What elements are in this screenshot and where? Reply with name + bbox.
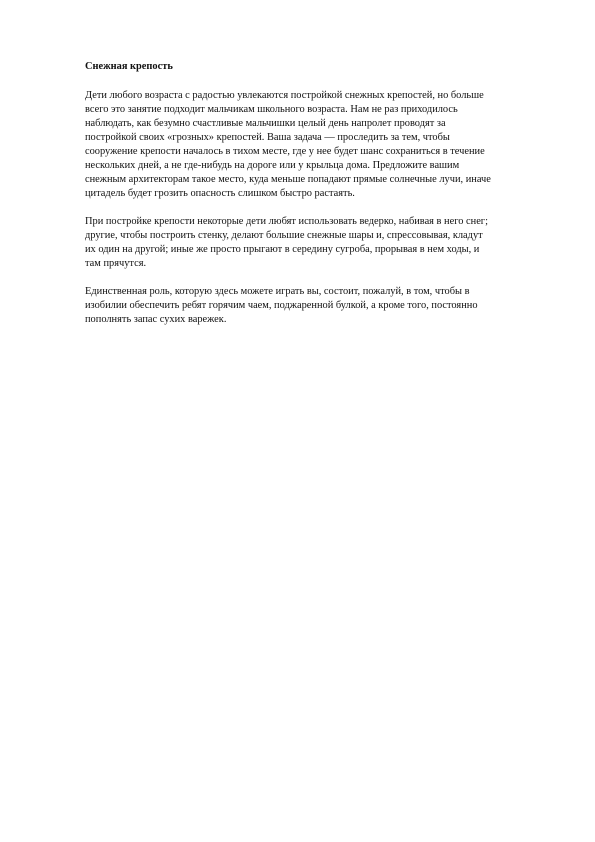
document-title: Снежная крепость bbox=[85, 61, 173, 72]
document-body bbox=[85, 60, 553, 341]
paragraph-2: При постройке крепости некоторые дети любят использовать ведерко, набивая в него снег; другие, чтобы построить стенку, делают большие снежные шары и, спрессовывая, кладут их один на другой; иные же просто прыгают в середину сугроба, прорывая в нем ходы, и там прячутся. bbox=[85, 216, 488, 269]
paragraph-3: Единственная роль, которую здесь можете играть вы, состоит, пожалуй, в том, чтобы в изобилии обеспечить ребят горячим чаем, поджаренной булкой, а кроме того, постоянно пополнять запас сухих варежек. bbox=[85, 286, 478, 325]
paragraph-1: Дети любого возраста с радостью увлекаются постройкой снежных крепостей, но больше всего это занятие подходит мальчикам школьного возраста. Нам не раз приходилось наблюдать, как безумно счастливые мальчишки целый день напролет проводят за постройкой своих «грозных» крепостей. Ваша задача — проследить за тем, чтобы сооружение крепости началось в тихом месте, где у нее будет шанс сохраниться в течение нескольких дней, а не где-нибудь на дороге или у крыльца дома. Предложите вашим снежным архитекторам такое место, куда меньше попадают прямые солнечные лучи, иначе цитадель будет грозить опасность слишком быстро растаять. bbox=[85, 90, 491, 199]
